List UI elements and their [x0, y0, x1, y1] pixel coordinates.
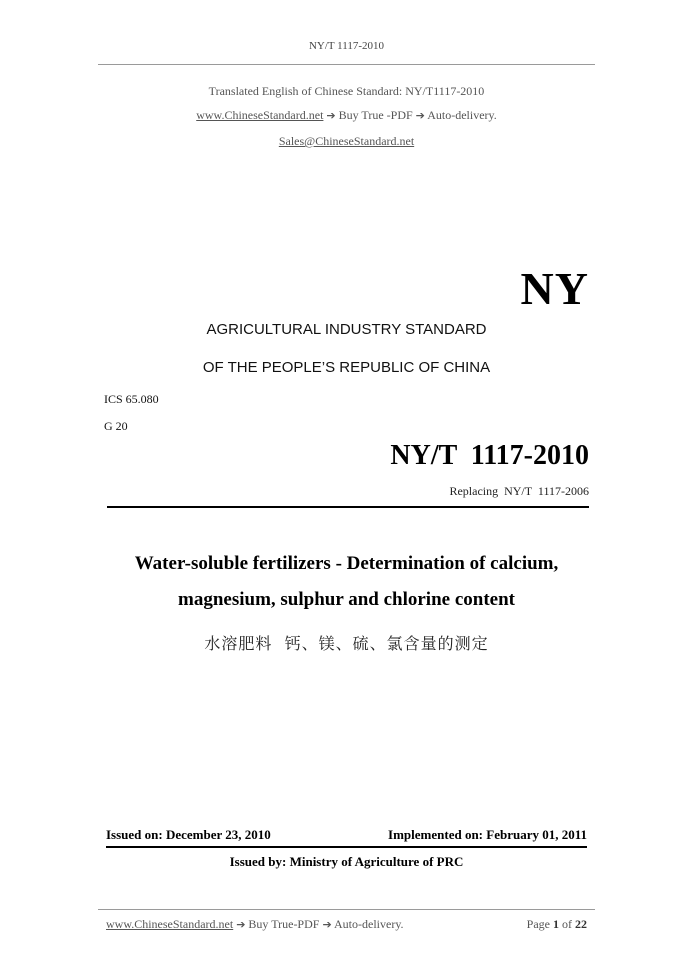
email-row: [0, 134, 693, 149]
page-number: 1: [553, 917, 559, 931]
arrow-right-icon: ➔: [326, 109, 336, 122]
page-total: 22: [575, 917, 587, 931]
standard-code: NY/T 1117-2010: [390, 440, 589, 471]
implemented-on: Implemented on: February 01, 2011: [388, 827, 587, 842]
footer-divider: [98, 909, 595, 910]
footer-links: [106, 917, 404, 932]
issued-by: Issued by: Ministry of Agriculture of PRC: [229, 854, 464, 869]
title-line1: Water-soluble fertilizers - Determination of calcium,: [134, 553, 559, 574]
title-line2: magnesium, sulphur and chlorine content: [178, 589, 515, 610]
arrow-right-icon: ➔: [415, 109, 425, 122]
arrow-right-icon: ➔: [322, 918, 332, 931]
footer-auto-delivery-text: Auto-delivery.: [334, 917, 404, 931]
ny-mark: NY: [520, 263, 589, 314]
footer-buy-text: Buy True-PDF: [248, 917, 320, 931]
title-chinese: 水溶肥料 钙、镁、硫、氯含量的测定: [204, 634, 489, 653]
translation-links: [0, 108, 693, 123]
ics-code: ICS 65.080: [104, 392, 159, 406]
title-divider: [107, 506, 589, 508]
of-label: of: [562, 917, 572, 931]
industry-standard-line2: OF THE PEOPLE’S REPUBLIC OF CHINA: [202, 359, 491, 376]
classification-code: G 20: [104, 419, 128, 433]
industry-standard-line1: AGRICULTURAL INDUSTRY STANDARD: [206, 321, 487, 338]
header-divider: [98, 64, 595, 65]
buy-text: Buy True -PDF: [338, 108, 413, 122]
page-indicator: [527, 917, 587, 932]
page-label: Page: [526, 917, 550, 931]
replacing-note: Replacing NY/T 1117-2006: [449, 484, 589, 498]
sales-email-link[interactable]: Sales@ChineseStandard.net: [278, 134, 415, 148]
auto-delivery-text: Auto-delivery.: [427, 108, 497, 122]
footer-site-link[interactable]: www.ChineseStandard.net: [106, 917, 234, 931]
translation-note: Translated English of Chinese Standard: NY/T1117-2010: [208, 84, 485, 98]
running-header: NY/T 1117-2010: [308, 40, 385, 52]
issued-on: Issued on: December 23, 2010: [106, 827, 271, 842]
arrow-right-icon: ➔: [236, 918, 246, 931]
site-link[interactable]: www.ChineseStandard.net: [196, 108, 324, 122]
issue-divider: [106, 846, 587, 848]
